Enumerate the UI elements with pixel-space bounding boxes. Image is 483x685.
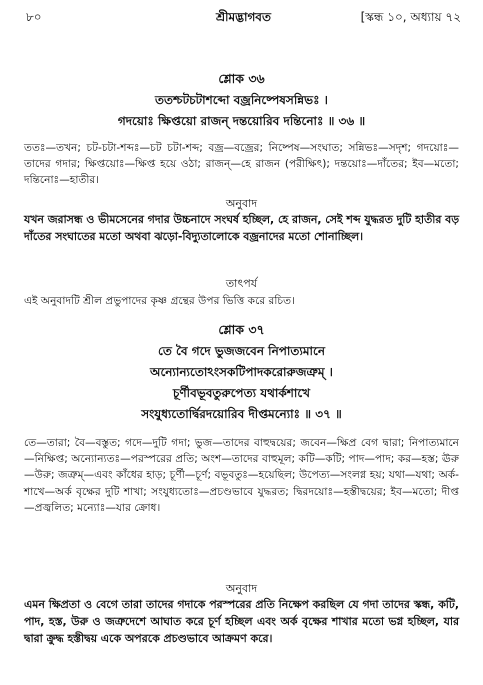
book-title: শ্রীমদ্ভাগবত: [215, 10, 271, 24]
verse-37-line-2: অন্যোন্যতোঽংসকটিপাদকরোরুজত্রুম্ ।: [150, 365, 333, 379]
verse-37-line-4: সংযুধ্যতোর্দ্বিরদয়োরিব দীপ্তমন্যোঃ ॥ ৩৭ ॥: [141, 407, 342, 421]
verse-37-line-3: চূর্ণীবভূবতুরুপেত্য যথার্কশাখে: [172, 386, 311, 400]
verse-37-heading: শ্লোক ৩৭: [218, 322, 265, 337]
verse-36-purport: এই অনুবাদটি শ্রীল প্রভুপাদের কৃষ্ণ গ্রন্থের উপর ভিত্তি করে রচিত।: [24, 295, 295, 307]
canto-chapter-label: [স্কন্ধ ১০, অধ্যায় ৭২: [360, 10, 461, 24]
verse-36-line-2: গদয়োঃ ক্ষিপ্তয়ো রাজন্ দন্তয়োরিব দন্তিনোঃ ॥ ৩৬ ॥: [117, 114, 366, 128]
verse-36-heading: শ্লোক ৩৬: [218, 71, 265, 86]
verse-36-purport-label: তাৎপর্য: [225, 277, 258, 290]
page-number: ৮০: [26, 10, 42, 24]
verse-37-translation: এমন ক্ষিপ্রতা ও বেগে তারা তাদের গদাকে পরস্পরের প্রতি নিক্ষেপ করছিল যে গদা তাদের স্কন্ধ, কটি, পাদ, হস্ত, উরু ও জত্রুদেশে আঘাত করে চূর্ণ হচ্ছিল এবং অর্ক বৃক্ষের শাখার মতো ভগ্ন হচ্ছিল, যার দ্বারা ক্রুদ্ধ হস্তীদ্বয় একে অপরকে প্রচণ্ডভাবে আক্রমণ করে।: [24, 598, 459, 645]
verse-37-synonyms: তে—তারা; বৈ—বস্তুত; গদে—দুটি গদা; ভুজ—তাদের বাহুদ্বয়ের; জবেন—ক্ষিপ্র বেগ দ্বারা; নিপাত্যমানে—নিক্ষিপ্ত; অন্যোন্যতঃ—পরস্পরের প্রতি; অংশ—তাদের বাহুমূল; কটি—কটি; পাদ—পাদ; কর—হস্ত; ঊরু—উরু; জত্রুম্—এবং কাঁধের হাড়; চূর্ণী—চূর্ণ; বভূবতুঃ—হয়েছিল; উপেত্য—সংলগ্ন হয়; যথা—যথা; অর্ক-শাখে—অর্ক বৃক্ষের দুটি শাখা; সংযুধ্যতোঃ—প্রচণ্ডভাবে যুদ্ধরত; দ্বিরদয়োঃ—হস্তীদ্বয়ের; ইব—মতো; দীপ্ত—প্রজ্বলিত; মন্যোঃ—যার ক্রোধ।: [24, 437, 459, 514]
verse-36-translation: যখন জরাসন্ধ ও ভীমসেনের গদার উচ্চনাদে সংঘর্ষ হচ্ছিল, হে রাজন, সেই শব্দ যুদ্ধরত দুটি হাতীর বড় দাঁতের সংঘাতের মতো অথবা ঝড়ো-বিদ্যুতালোকে বজ্রনাদের মতো শোনাচ্ছিল।: [24, 213, 459, 243]
verse-36-line-1: ততশ্চটচটাশব্দো বজ্রনিষ্পেষসন্নিভঃ ।: [155, 93, 328, 107]
verse-36-synonyms: ততঃ—তখন; চট-চটা-শব্দঃ—চট চটা-শব্দ; বজ্র—বজ্রের; নিষ্পেষ—সংঘাত; সন্নিভঃ—সদৃশ; গদয়োঃ—তাদের গদার; ক্ষিপ্তয়োঃ—ক্ষিপ্ত হয়ে ওঠা; রাজন্—হে রাজন (পরীক্ষিৎ); দন্তয়োঃ—দাঁতের; ইব—মতো; দন্তিনোঃ—হাতীর।: [24, 142, 459, 187]
verse-37-translation-label: অনুবাদ: [225, 582, 258, 595]
verse-36-translation-label: অনুবাদ: [225, 197, 258, 210]
verse-37-line-1: তে বৈ গদে ভুজজবেন নিপাত্যমানে: [157, 344, 326, 358]
running-header: [26, 9, 461, 27]
